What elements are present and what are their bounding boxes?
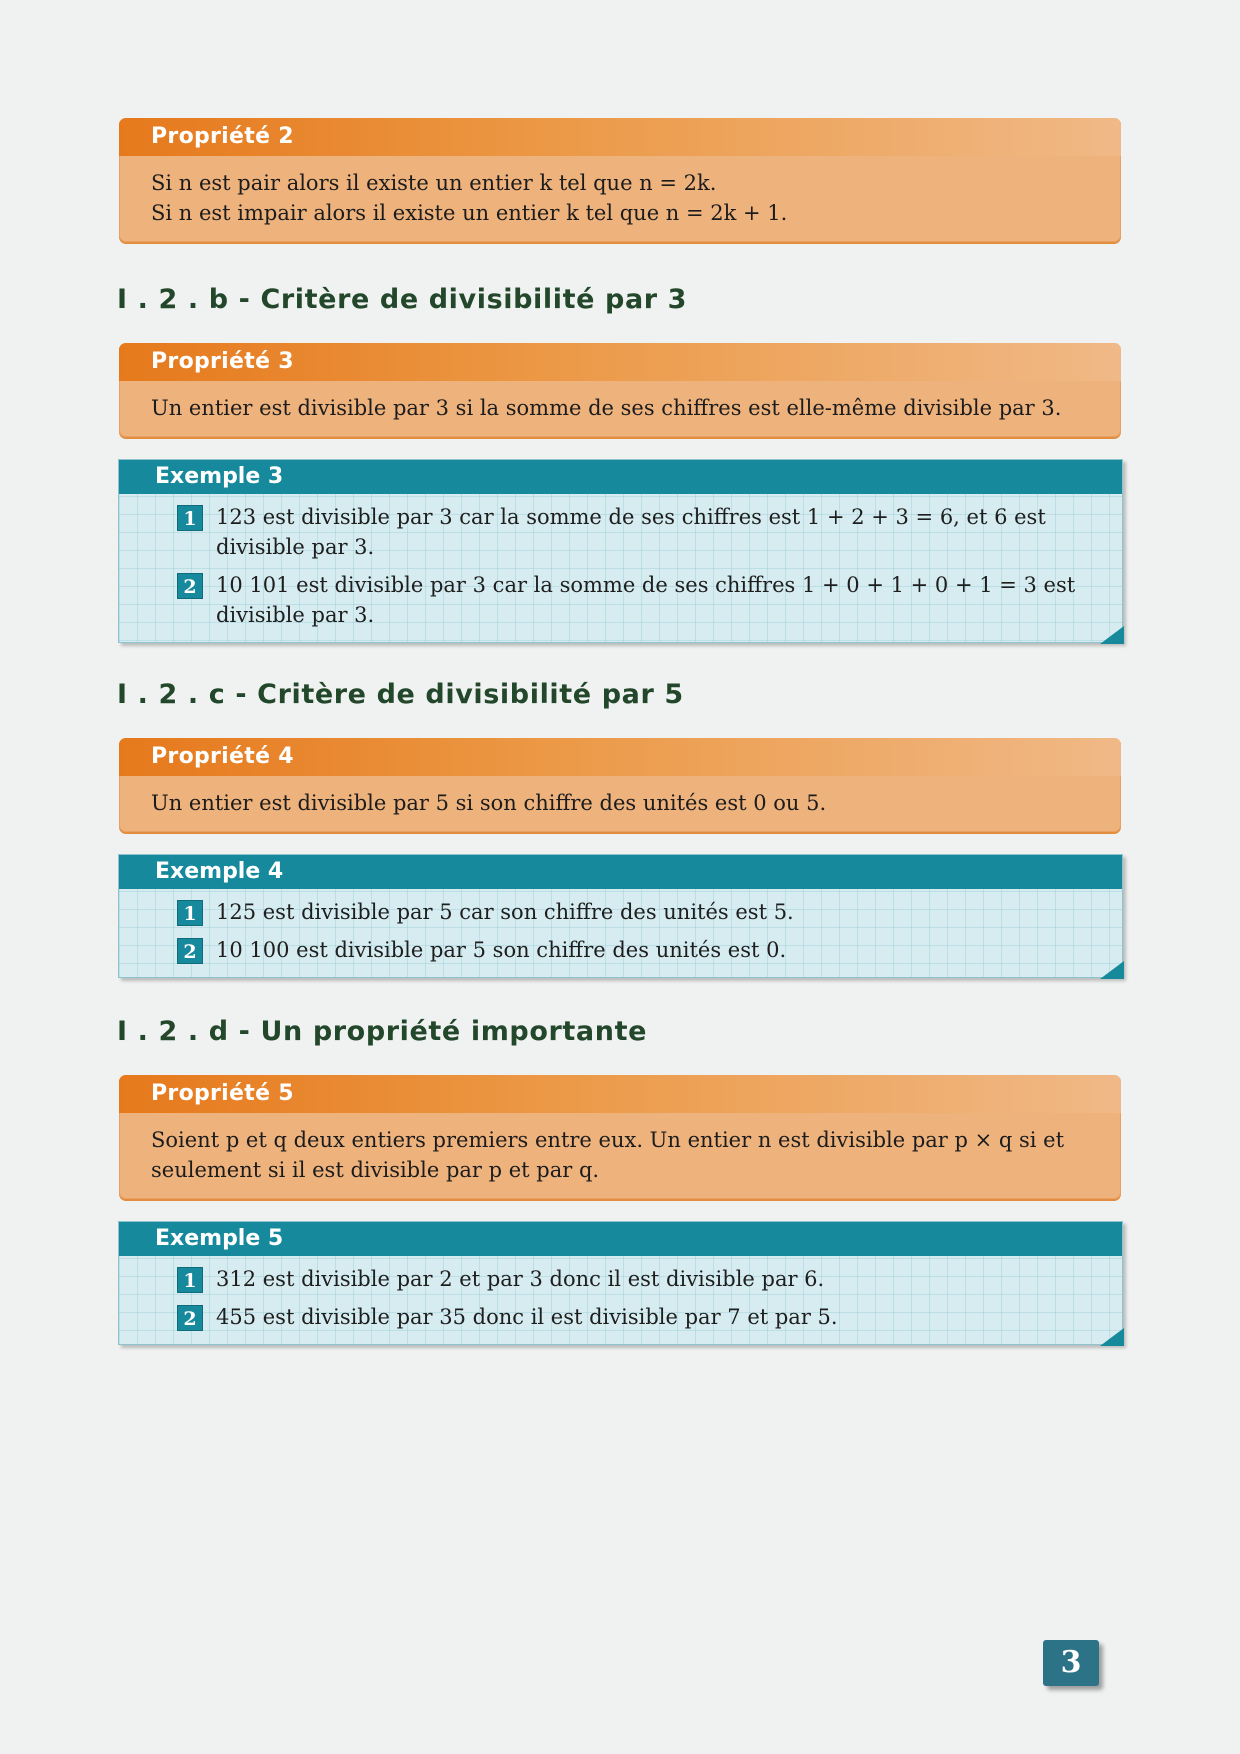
item-number-badge: 2 (177, 938, 203, 964)
item-number-badge: 1 (177, 1267, 203, 1293)
property-title: Propriété 5 (119, 1075, 1121, 1113)
property-box-5 (119, 1075, 1121, 1199)
example-title: Exemple 4 (119, 855, 1122, 889)
item-text: 455 est divisible par 35 donc il est divisible par 7 et par 5. (216, 1305, 838, 1329)
page-curl-corner-icon (1100, 626, 1124, 644)
property-box-3 (119, 343, 1121, 437)
item-text: 123 est divisible par 3 car la somme de ses chiffres est 1 + 2 + 3 = 6, et 6 est divisible par 3. (216, 505, 1046, 559)
property-box-4 (119, 738, 1121, 832)
item-text: 312 est divisible par 2 et par 3 donc il est divisible par 6. (216, 1267, 825, 1291)
item-text: 10 101 est divisible par 3 car la somme de ses chiffres 1 + 0 + 1 + 0 + 1 = 3 est divisible par 3. (216, 573, 1076, 627)
list-item (119, 897, 1106, 927)
section-heading: I . 2 . b - Critère de divisibilité par 3 (117, 284, 688, 315)
property-line: Si n est pair alors il existe un entier k tel que n = 2k. (151, 171, 717, 195)
item-number-badge: 2 (177, 573, 203, 599)
property-title: Propriété 2 (119, 118, 1121, 156)
example-body (119, 1256, 1122, 1344)
property-line: Si n est impair alors il existe un entier k tel que n = 2k + 1. (151, 201, 788, 225)
list-item (119, 502, 1106, 562)
page-number: 3 (1043, 1640, 1099, 1686)
item-number-badge: 1 (177, 900, 203, 926)
property-title: Propriété 4 (119, 738, 1121, 776)
section-heading: I . 2 . c - Critère de divisibilité par 5 (117, 679, 684, 710)
list-item (119, 1264, 1106, 1294)
item-number-badge: 1 (177, 505, 203, 531)
property-body: Un entier est divisible par 3 si la somme de ses chiffres est elle-même divisible par 3. (151, 396, 1062, 420)
example-body (119, 494, 1122, 642)
page-curl-corner-icon (1100, 961, 1124, 979)
page-curl-corner-icon (1100, 1328, 1124, 1346)
example-box-4 (118, 854, 1123, 978)
example-title: Exemple 5 (119, 1222, 1122, 1256)
example-box-5 (118, 1221, 1123, 1345)
list-item (119, 935, 1106, 965)
example-body (119, 889, 1122, 977)
example-box-3 (118, 459, 1123, 643)
property-body: Soient p et q deux entiers premiers entre eux. Un entier n est divisible par p × q si et seulement si il est divisible par p et par q. (151, 1128, 1065, 1182)
property-body (119, 156, 1121, 242)
item-text: 10 100 est divisible par 5 son chiffre des unités est 0. (216, 938, 787, 962)
example-title: Exemple 3 (119, 460, 1122, 494)
section-heading: I . 2 . d - Un propriété importante (117, 1016, 647, 1047)
list-item (119, 570, 1106, 630)
property-box-2 (119, 118, 1121, 242)
item-text: 125 est divisible par 5 car son chiffre des unités est 5. (216, 900, 794, 924)
property-body: Un entier est divisible par 5 si son chiffre des unités est 0 ou 5. (151, 791, 827, 815)
list-item (119, 1302, 1106, 1332)
item-number-badge: 2 (177, 1305, 203, 1331)
property-title: Propriété 3 (119, 343, 1121, 381)
